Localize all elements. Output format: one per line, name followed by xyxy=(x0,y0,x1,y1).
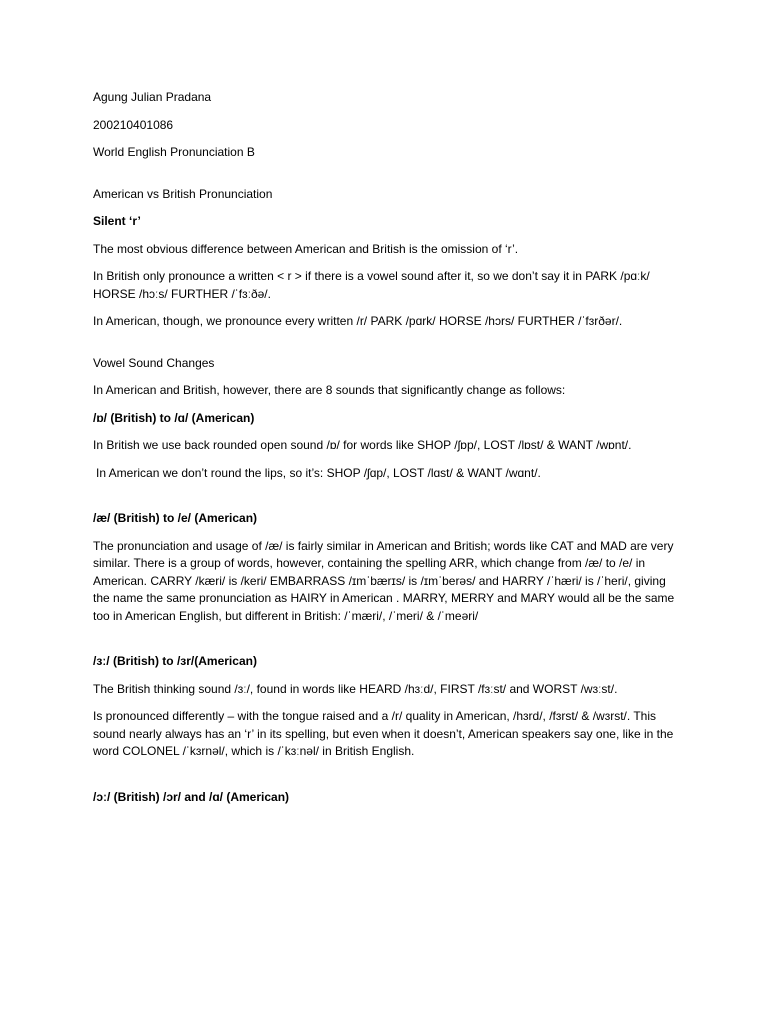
silent-r-heading: Silent ‘r’ xyxy=(93,214,141,228)
section-heading-ae-to-e: /æ/ (British) to /e/ (American) xyxy=(93,511,258,525)
silent-r-paragraph-2: In British only pronounce a written < r > if there is a vowel sound after it, so we don’t say it in PARK /pɑːk/ HORSE /hɔːs/ FURTHER /ˈfɜːðə/. xyxy=(93,269,650,301)
document-title: American vs British Pronunciation xyxy=(93,186,273,201)
vowel-changes-heading: Vowel Sound Changes xyxy=(93,355,215,370)
section-heading-er-to-er: /ɜː/ (British) to /ɜr/(American) xyxy=(93,654,257,668)
document-body xyxy=(93,89,683,806)
section-heading-or-to-or-a: /ɔː/ (British) /ɔr/ and /ɑ/ (American) xyxy=(93,789,290,804)
silent-r-paragraph-1: The most obvious difference between American and British is the omission of ‘r’. xyxy=(93,241,519,256)
section-paragraph: The British thinking sound /ɜː/, found in words like HEARD /hɜːd/, FIRST /fɜːst/ and WORST /wɜːst/. xyxy=(93,681,618,696)
section-paragraph: Is pronounced differently – with the tongue raised and a /r/ quality in American, /hɜrd/, /fɜrst/ & /wɜrst/. This sound nearly always has an ‘r’ in its spelling, but even when it doesn’t, American speakers say one, like in the word COLONEL /ˈkɜrnəl/, which is /ˈkɜːnəl/ in British English. xyxy=(93,709,674,758)
section-paragraph: In British we use back rounded open sound /ɒ/ for words like SHOP /ʃɒp/, LOST /lɒst/ & WANT /wɒnt/. xyxy=(93,438,632,452)
section-paragraph: The pronunciation and usage of /æ/ is fairly similar in American and British; words like CAT and MAD are very similar. There is a group of words, however, containing the spelling ARR, which change from /æ/ to /e/ in American. CARRY /kæri/ is /keri/ EMBARRASS /ɪmˈbærɪs/ is /ɪmˈberəs/ and HARRY /ˈhæri/ is /ˈheri/, giving the name the same pronunciation as HAIRY in American . MARRY, MERRY and MARY would all be the same too in American English, but different in British: /ˈmæri/, /ˈmeri/ & /ˈmeəri/ xyxy=(93,538,675,623)
section-heading-o-to-a: /ɒ/ (British) to /ɑ/ (American) xyxy=(93,410,255,425)
student-id: 200210401086 xyxy=(93,117,174,132)
silent-r-paragraph-3: In American, though, we pronounce every written /r/ PARK /pɑrk/ HORSE /hɔrs/ FURTHER /ˈfɜrðər/. xyxy=(93,314,623,328)
author-name: Agung Julian Pradana xyxy=(93,90,212,104)
vowel-changes-intro: In American and British, however, there are 8 sounds that significantly change as follows: xyxy=(93,383,566,397)
section-paragraph: In American we don’t round the lips, so it’s: SHOP /ʃɑp/, LOST /lɑst/ & WANT /wɑnt/. xyxy=(96,465,541,480)
course-name: World English Pronunciation B xyxy=(93,145,255,159)
